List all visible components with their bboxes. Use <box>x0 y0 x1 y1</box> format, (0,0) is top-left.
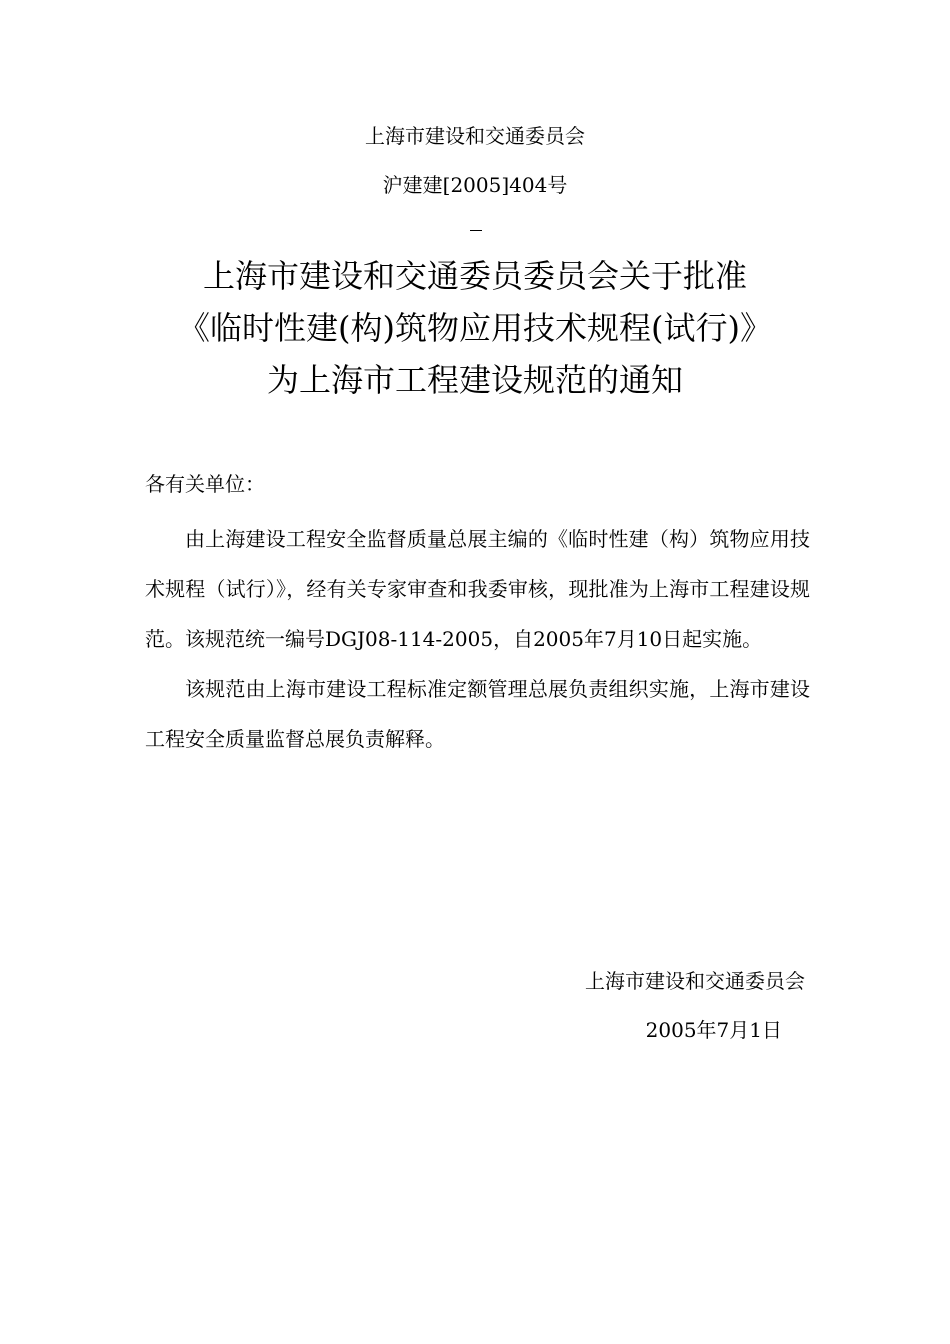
title-line-2: 《临时性建(构)筑物应用技术规程(试行)》 <box>178 309 772 347</box>
salutation: 各有关单位： <box>145 472 265 496</box>
signature-issuer: 上海市建设和交通委员会 <box>585 969 805 993</box>
body-text <box>145 514 810 764</box>
header-issuer: 上海市建设和交通委员会 <box>365 124 585 148</box>
body-paragraph-2: 该规范由上海市建设工程标准定额管理总展负责组织实施，上海市建设工程安全质量监督总展负责解释。 <box>145 677 810 751</box>
title-line-3: 为上海市工程建设规范的通知 <box>266 361 683 399</box>
signature-date: 2005年7月1日 <box>645 1018 782 1042</box>
separator-mark <box>470 230 482 231</box>
document-title <box>0 250 950 406</box>
title-line-1: 上海市建设和交通委员委员会关于批准 <box>202 257 747 295</box>
body-paragraph-1: 由上海建设工程安全监督质量总展主编的《临时性建（构）筑物应用技术规程（试行）》，经有关专家审查和我委审核，现批准为上海市工程建设规范。该规范统一编号DGJ08-114-2005，自2005年7月10日起实施。 <box>145 527 810 651</box>
document-number: 沪建建[2005]404号 <box>382 173 568 197</box>
